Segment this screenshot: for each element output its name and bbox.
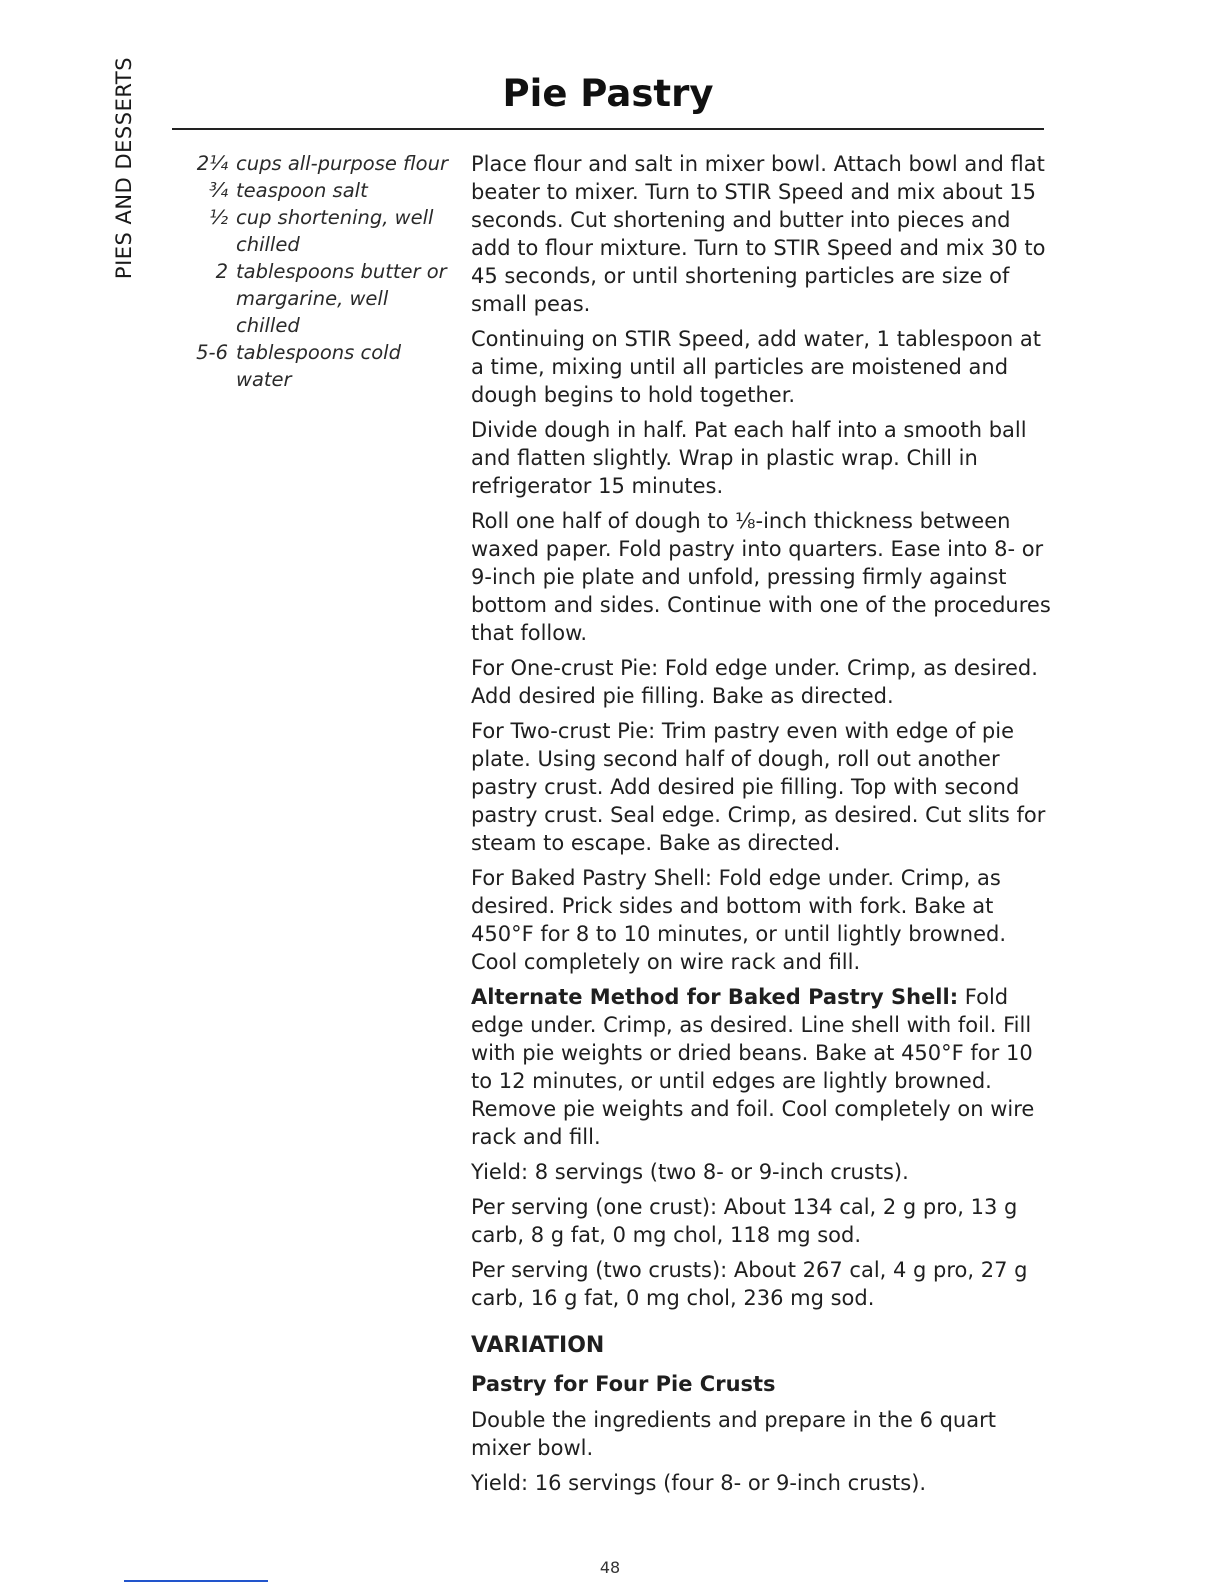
step-paragraph: Continuing on STIR Speed, add water, 1 tablespoon at a time, mixing until all particles are moistened and dough begins to hold together. — [471, 327, 1041, 407]
ingredient-qty: ¾ — [209, 179, 228, 202]
page-number: 48 — [599, 1558, 621, 1577]
step-paragraph: For Two-crust Pie: Trim pastry even with edge of pie plate. Using second half of dough, roll out another pastry crust. Add desired pie filling. Top with second pastry crust. Seal edge. Crimp, as desired. Cut slits for steam to escape. Bake as directed. — [471, 719, 1046, 855]
yield-text: Yield: 8 servings (two 8- or 9-inch crusts). — [471, 1160, 909, 1184]
variation-subheading: Pastry for Four Pie Crusts — [471, 1372, 776, 1396]
step-paragraph: Place flour and salt in mixer bowl. Attach bowl and flat beater to mixer. Turn to STIR Speed and mix about 15 seconds. Cut shortening and butter into pieces and add to flour mixture. Turn to STIR Speed and mix 30 to 45 seconds, or until shortening particles are size of small peas. — [471, 152, 1046, 316]
variation-yield: Yield: 16 servings (four 8- or 9-inch crusts). — [471, 1471, 927, 1495]
alternate-method — [471, 983, 1051, 1151]
page-title: Pie Pastry — [502, 72, 714, 115]
ingredient-item — [178, 258, 448, 339]
step-paragraph: For One-crust Pie: Fold edge under. Crimp, as desired. Add desired pie filling. Bake as directed. — [471, 656, 1038, 708]
ingredient-item — [178, 339, 448, 393]
ingredient-qty: 2¼ — [196, 152, 228, 175]
step-paragraph: Roll one half of dough to ⅛-inch thickness between waxed paper. Fold pastry into quarters. Ease into 8- or 9-inch pie plate and unfold, pressing firmly against bottom and sides. Continue with one of the procedures that follow. — [471, 509, 1051, 645]
ingredient-desc: teaspoon salt — [236, 179, 368, 202]
ingredient-list — [178, 150, 448, 393]
alternate-method-text: Fold edge under. Crimp, as desired. Line shell with foil. Fill with pie weights or dried beans. Bake at 450°F for 10 to 12 minutes, or until edges are lightly browned. Remove pie weights and foil. Cool completely on wire rack and fill. — [471, 985, 1035, 1149]
ingredient-desc: tablespoons cold water — [236, 341, 401, 391]
ingredient-item — [178, 204, 448, 258]
ingredient-desc: cups all-purpose flour — [236, 152, 448, 175]
instructions — [471, 150, 1051, 1504]
ingredient-item — [178, 150, 448, 177]
title-rule — [172, 128, 1044, 130]
ingredient-qty: ½ — [209, 206, 228, 229]
variation-text: Double the ingredients and prepare in the 6 quart mixer bowl. — [471, 1408, 996, 1460]
ingredient-qty: 2 — [215, 260, 228, 283]
step-paragraph: Divide dough in half. Pat each half into a smooth ball and flatten slightly. Wrap in plastic wrap. Chill in refrigerator 15 minutes. — [471, 418, 1027, 498]
step-paragraph: For Baked Pastry Shell: Fold edge under. Crimp, as desired. Prick sides and bottom with fork. Bake at 450°F for 8 to 10 minutes, or until lightly browned. Cool completely on wire rack and fill. — [471, 866, 1007, 974]
nutrition-two-crust: Per serving (two crusts): About 267 cal, 4 g pro, 27 g carb, 16 g fat, 0 mg chol, 236 mg sod. — [471, 1258, 1028, 1310]
section-label: PIES AND DESSERTS — [112, 56, 136, 280]
footer-line — [124, 1580, 268, 1582]
ingredient-qty: 5-6 — [196, 341, 228, 364]
variation-heading: VARIATION — [471, 1333, 605, 1358]
nutrition-one-crust: Per serving (one crust): About 134 cal, 2 g pro, 13 g carb, 8 g fat, 0 mg chol, 118 mg sod. — [471, 1195, 1018, 1247]
alternate-method-lead: Alternate Method for Baked Pastry Shell: — [471, 985, 959, 1009]
ingredient-desc: tablespoons butter or margarine, well chilled — [236, 260, 447, 337]
ingredient-desc: cup shortening, well chilled — [236, 206, 434, 256]
ingredient-item — [178, 177, 448, 204]
